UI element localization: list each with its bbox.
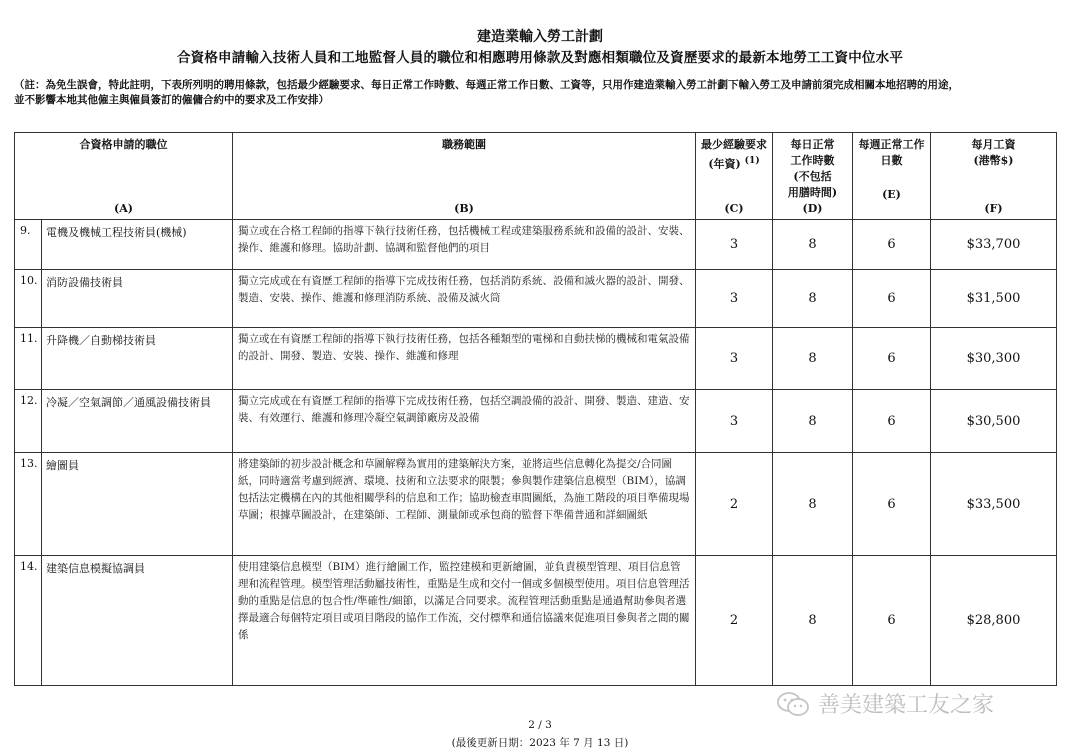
- note-line-1: （註：為免生誤會，特此註明，下表所列明的聘用條款，包括最少經驗要求、每日正常工作時數、每週正常工作日數、工資等，只用作建造業輸入勞工計劃下輸入勞工及申請前須完成相關本地招聘的用途，: [14, 79, 959, 91]
- job-scope: 獨立完成或在有資歷工程師的指導下完成技術任務，包括空調設備的設計、開發、製造、建造、安裝、有效運行、維護和修理冷凝空氣調節廠房及設備: [233, 390, 696, 453]
- weekly-days: 6: [853, 390, 931, 453]
- min-experience: 3: [696, 390, 773, 453]
- row-number: 11.: [15, 328, 42, 390]
- header-daily-hours: 每日正常 工作時數 (不包括 用膳時間) (D): [773, 133, 853, 220]
- min-experience: 3: [696, 328, 773, 390]
- watermark: [776, 688, 994, 719]
- table-row: [15, 556, 1057, 686]
- header-position: 合資格申請的職位 (A): [15, 133, 233, 220]
- table-header-row: [15, 133, 1057, 220]
- watermark-text: 善美建築工友之家: [818, 693, 995, 718]
- position-name: 建築信息模擬協調員: [42, 556, 233, 686]
- header-experience: 最少經驗要求 (年資) $^{(1)}$ (C): [696, 133, 773, 220]
- daily-hours: 8: [773, 390, 853, 453]
- monthly-wage: $33,500: [931, 453, 1057, 556]
- monthly-wage: $30,500: [931, 390, 1057, 453]
- weekly-days: 6: [853, 220, 931, 270]
- page-number: 2 / 3: [528, 719, 552, 731]
- job-scope: 使用建築信息模型（BIM）進行繪圖工作，監控建模和更新繪圖，並負責模型管理、項目信息管理和流程管理。模型管理活動屬技術性，重點是生成和交付一個或多個模型使用。項目信息管理活動的重點是信息的包合性/準確性/細節，以滿足合同要求。流程管理活動重點是通過幫助參與者選擇最適合每個特定項目或項目階段的協作工作流，交付標準和通信協議來促進項目參與者之間的關係: [233, 556, 696, 686]
- daily-hours: 8: [773, 328, 853, 390]
- header-weekly-days: 每週正常工作 日數 (E): [853, 133, 931, 220]
- min-experience: 2: [696, 453, 773, 556]
- row-number: 13.: [15, 453, 42, 556]
- monthly-wage: $31,500: [931, 270, 1057, 328]
- min-experience: 3: [696, 220, 773, 270]
- table-row: [15, 390, 1057, 453]
- job-scope: 獨立完成或在有資歷工程師的指導下完成技術任務，包括消防系統、設備和滅火器的設計、開發、製造、安裝、操作、維護和修理消防系統、設備及滅火筒: [233, 270, 696, 328]
- last-updated: (最後更新日期：2023 年 7 月 13 日): [451, 737, 629, 749]
- daily-hours: 8: [773, 556, 853, 686]
- row-number: 12.: [15, 390, 42, 453]
- disclaimer-note: [14, 78, 1069, 108]
- weekly-days: 6: [853, 270, 931, 328]
- daily-hours: 8: [773, 220, 853, 270]
- monthly-wage: $30,300: [931, 328, 1057, 390]
- job-scope: 將建築師的初步設計概念和草圖解釋為實用的建築解決方案，並將這些信息轉化為提交/合同圖紙，同時適當考慮到經濟、環境、技術和立法要求的限製；參與製作建築信息模型（BIM），協調包括法定機構在內的其他相關學科的信息和工作；協助檢查車間圖紙，為施工階段的項目準備現場草圖；根據草圖設計，在建築師、工程師、測量師或承包商的監督下準備普通和詳細圖紙: [233, 453, 696, 556]
- min-experience: 3: [696, 270, 773, 328]
- weekly-days: 6: [853, 328, 931, 390]
- daily-hours: 8: [773, 453, 853, 556]
- table-row: [15, 328, 1057, 390]
- weekly-days: 6: [853, 453, 931, 556]
- header-monthly-wage: 每月工資 (港幣$) (F): [931, 133, 1057, 220]
- monthly-wage: $28,800: [931, 556, 1057, 686]
- daily-hours: 8: [773, 270, 853, 328]
- table-row: [15, 220, 1057, 270]
- table-row: [15, 453, 1057, 556]
- document-title: 建造業輸入勞工計劃: [477, 29, 603, 45]
- position-name: 消防設備技術員: [42, 270, 233, 328]
- wechat-icon: [776, 691, 810, 717]
- note-line-2: 並不影響本地其他僱主與僱員簽訂的僱傭合約中的要求及工作安排）: [14, 94, 329, 106]
- weekly-days: 6: [853, 556, 931, 686]
- min-experience: 2: [696, 556, 773, 686]
- header-scope: 職務範圍 (B): [233, 133, 696, 220]
- row-number: 14.: [15, 556, 42, 686]
- job-scope: 獨立或在合格工程師的指導下執行技術任務，包括機械工程或建築服務系統和設備的設計、安裝、操作、維護和修理。協助計劃、協調和監督他們的項目: [233, 220, 696, 270]
- document-subtitle: 合資格申請輸入技術人員和工地監督人員的職位和相應聘用條款及對應相類職位及資歷要求的最新本地勞工工資中位水平: [176, 50, 904, 66]
- position-name: 升降機／自動梯技術員: [42, 328, 233, 390]
- table-row: [15, 270, 1057, 328]
- row-number: 9.: [15, 220, 42, 270]
- position-name: 繪圖員: [42, 453, 233, 556]
- monthly-wage: $33,700: [931, 220, 1057, 270]
- position-name: 電機及機械工程技術員(機械): [42, 220, 233, 270]
- position-name: 冷凝／空氣調節／通風設備技術員: [42, 390, 233, 453]
- row-number: 10.: [15, 270, 42, 328]
- job-scope: 獨立或在有資歷工程師的指導下執行技術任務，包括各種類型的電梯和自動扶梯的機械和電氣設備的設計、開發、製造、安裝、操作、維護和修理: [233, 328, 696, 390]
- wage-table: [14, 132, 1057, 686]
